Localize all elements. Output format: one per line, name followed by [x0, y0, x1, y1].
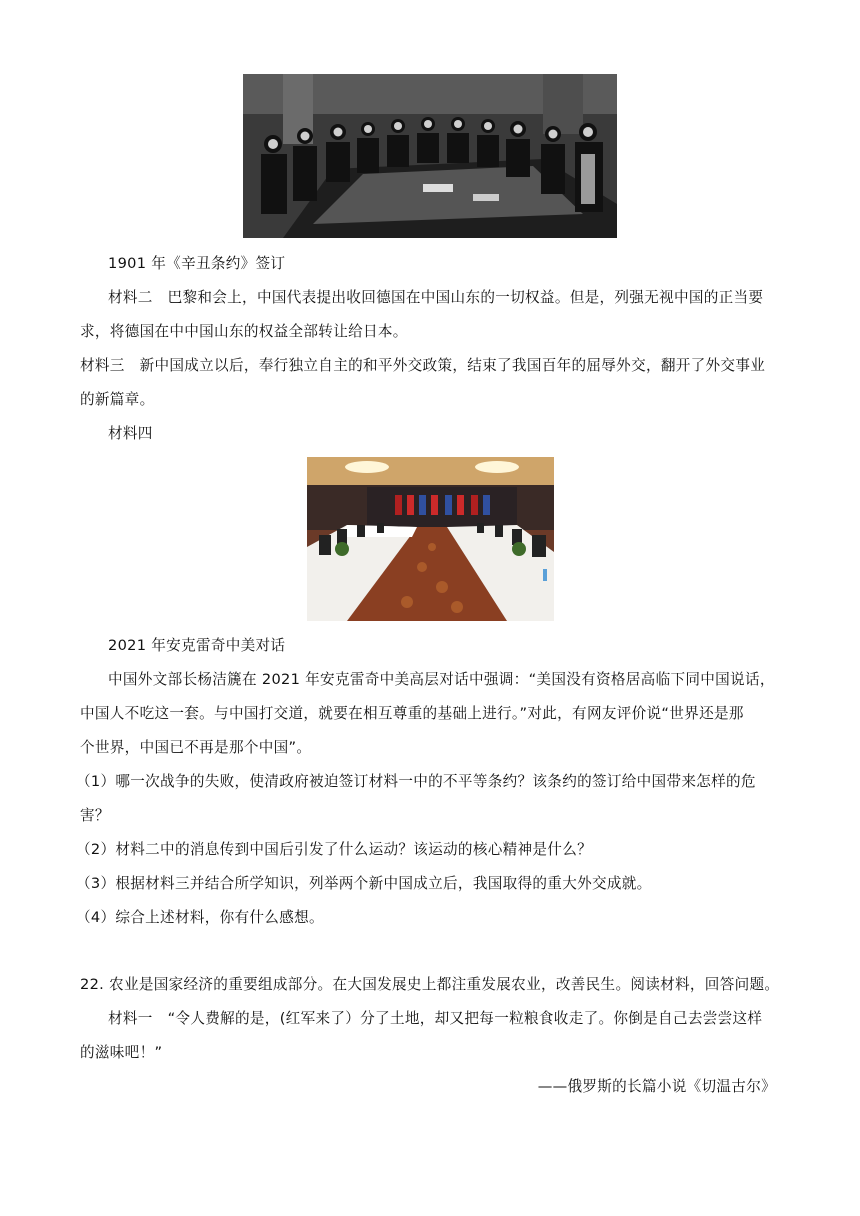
material-2-line-2: 求，将德国在中中国山东的权益全部转让给日本。 [80, 323, 408, 340]
anchorage-dialogue-photo [307, 457, 554, 621]
question-2: （2）材料二中的消息传到中国后引发了什么运动？该运动的核心精神是什么？ [76, 841, 592, 858]
material-4-label: 材料四 [108, 425, 153, 442]
question-1-line-1: （1）哪一次战争的失败，使清政府被迫签订材料一中的不平等条约？该条约的签订给中国带来怎样的危 [76, 773, 756, 790]
quote-line-1: 中国外文部长杨洁篪在 2021 年安克雷奇中美高层对话中强调：“美国没有资格居高临下同中国说话， [108, 671, 775, 688]
quote-line-3: 个世界，中国已不再是那个中国”。 [80, 739, 312, 756]
photo-caption-treaty: 1901 年《辛丑条约》签订 [108, 255, 286, 272]
question-3: （3）根据材料三并结合所学知识，列举两个新中国成立后，我国取得的重大外交成就。 [76, 875, 652, 892]
quote-line-2: 中国人不吃这一套。与中国打交道，就要在相互尊重的基础上进行。”对此，有网友评价说“世界还是那 [80, 705, 744, 722]
problem-22-material-1-line-1: 材料一 “令人费解的是，(红军来了）分了土地，却又把每一粒粮食收走了。你倒是自己去尝尝这样 [108, 1010, 763, 1027]
problem-22-material-1-line-2: 的滋味吧！” [80, 1044, 163, 1061]
material-3-line-1: 材料三 新中国成立以后，奉行独立自主的和平外交政策，结束了我国百年的屈辱外交，翻开了外交事业 [80, 357, 766, 374]
problem-22-source: ——俄罗斯的长篇小说《切温古尔》 [537, 1078, 776, 1095]
treaty-signing-photo [243, 74, 617, 238]
problem-22-intro: 22. 农业是国家经济的重要组成部分。在大国发展史上都注重发展农业，改善民生。阅读材料，回答问题。 [80, 976, 780, 993]
material-2-line-1: 材料二 巴黎和会上，中国代表提出收回德国在中国山东的一切权益。但是，列强无视中国的正当要 [108, 289, 764, 306]
question-1-line-2: 害？ [80, 807, 110, 824]
photo-caption-dialogue: 2021 年安克雷奇中美对话 [108, 637, 286, 654]
question-4: （4）综合上述材料，你有什么感想。 [76, 909, 324, 926]
material-3-line-2: 的新篇章。 [80, 391, 155, 408]
